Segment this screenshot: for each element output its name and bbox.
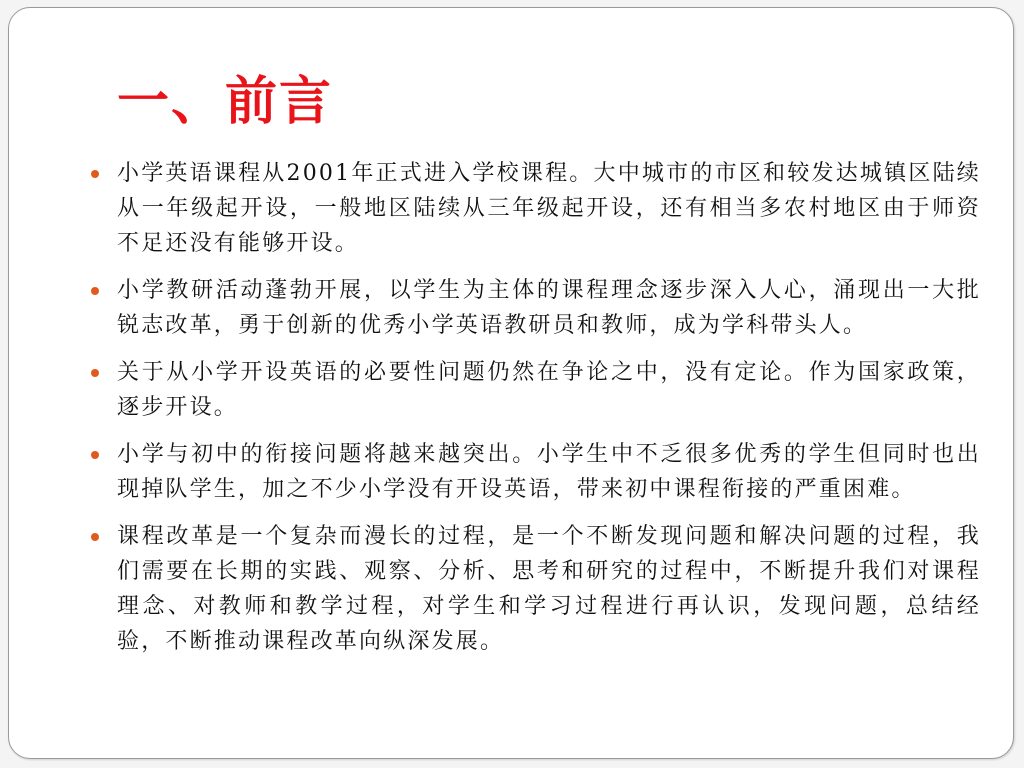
slide <box>8 7 1014 759</box>
bullet-list <box>89 156 981 671</box>
bullet-item <box>89 156 981 261</box>
bullet-item <box>89 355 981 425</box>
bullet-text: 小学英语课程从2001年正式进入学校课程。大中城市的市区和较发达城镇区陆续从一年级起开设，一般地区陆续从三年级起开设，还有相当多农村地区由于师资不足还没有能够开设。 <box>117 161 981 256</box>
bullet-text: 课程改革是一个复杂而漫长的过程，是一个不断发现问题和解决问题的过程，我们需要在长期的实践、观察、分析、思考和研究的过程中，不断提升我们对课程理念、对教师和教学过程，对学生和学习过程进行再认识，发现问题，总结经验，不断推动课程改革向纵深发展。 <box>117 524 981 654</box>
bullet-item <box>89 273 981 343</box>
bullet-item <box>89 519 981 659</box>
bullet-dot-icon <box>91 533 99 541</box>
bullet-dot-icon <box>91 170 99 178</box>
bullet-item <box>89 437 981 507</box>
bullet-text: 小学教研活动蓬勃开展，以学生为主体的课程理念逐步深入人心，涌现出一大批锐志改革，勇于创新的优秀小学英语教研员和教师，成为学科带头人。 <box>117 278 981 338</box>
slide-title: 一、前言 <box>117 72 334 132</box>
bullet-dot-icon <box>91 451 99 459</box>
bullet-dot-icon <box>91 287 99 295</box>
bullet-text: 小学与初中的衔接问题将越来越突出。小学生中不乏很多优秀的学生但同时也出现掉队学生，加之不少小学没有开设英语，带来初中课程衔接的严重困难。 <box>117 442 981 502</box>
bullet-text: 关于从小学开设英语的必要性问题仍然在争论之中，没有定论。作为国家政策，逐步开设。 <box>117 360 981 420</box>
bullet-dot-icon <box>91 369 99 377</box>
